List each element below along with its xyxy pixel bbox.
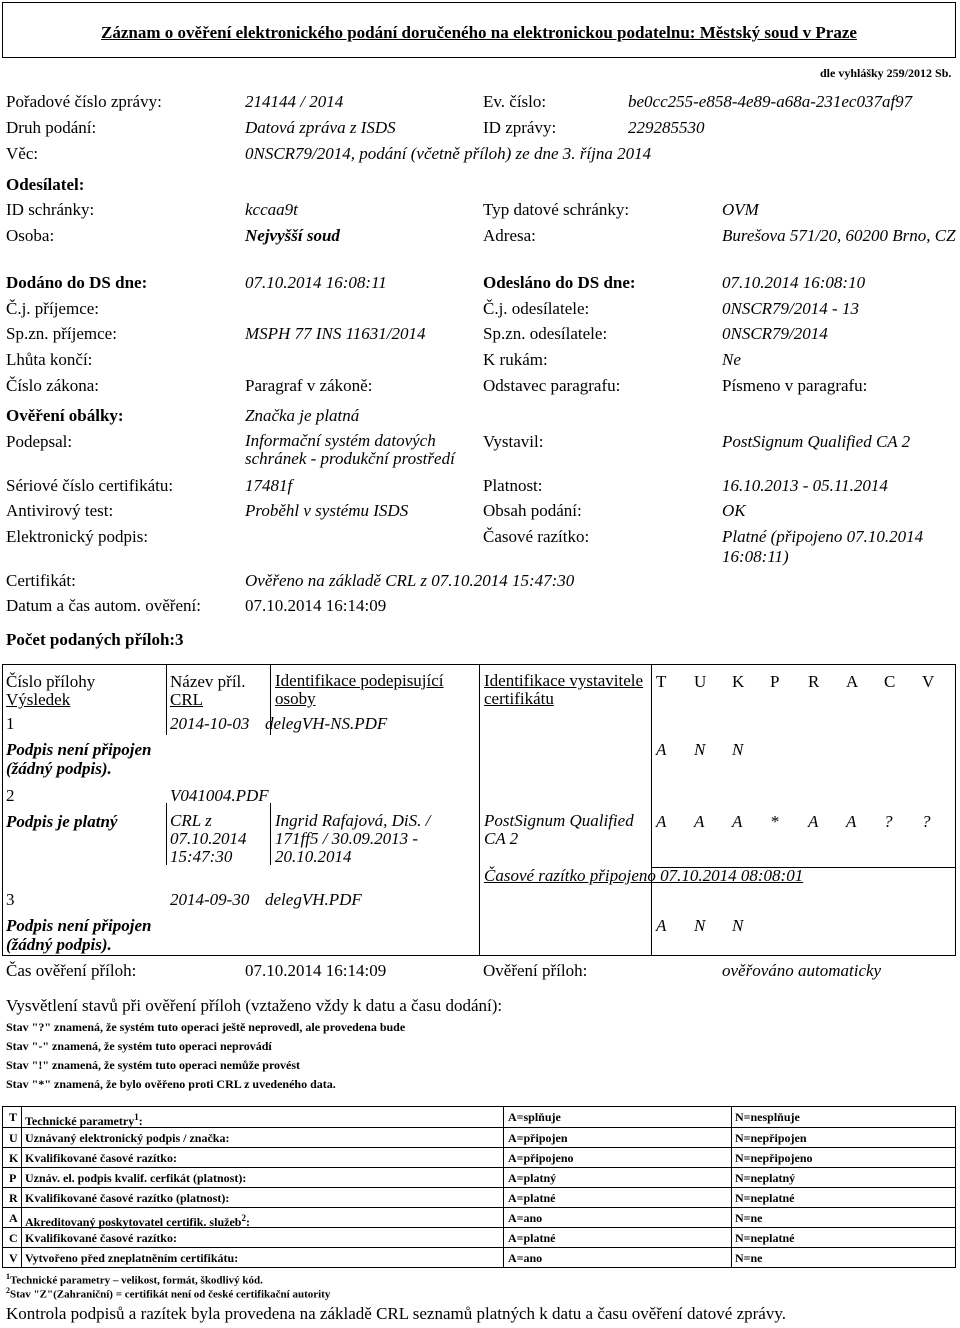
th-flag-v: V	[922, 672, 935, 691]
datum-value: 07.10.2014 16:14:09	[245, 596, 387, 615]
cj-odesilatele-value: 0NSCR79/2014 - 13	[722, 299, 859, 318]
att2-flag-u: A	[694, 812, 705, 831]
vystavil-label: Vystavil:	[483, 432, 544, 451]
att3-date: 2014-09-30	[170, 890, 250, 909]
th-flag-a: A	[846, 672, 859, 691]
osoba-value: Nejvyšší soud	[245, 226, 340, 245]
legend-row-u: U Uznávaný elektronický podpis / značka: A=připojen N=nepřipojen	[3, 1127, 955, 1148]
podepsal-value: Informační systém datových schránek - produkční prostředí	[245, 431, 455, 468]
idzpravy-label: ID zprávy:	[483, 118, 557, 137]
druh-value: Datová zpráva z ISDS	[245, 118, 396, 137]
explanation-heading: Vysvětlení stavů při ověření příloh (vztaženo vždy k datu a času dodání):	[6, 996, 503, 1015]
att2-result: Podpis je platný	[6, 812, 118, 831]
vec-label: Věc:	[6, 144, 39, 163]
document-subtitle: dle vyhlášky 259/2012 Sb.	[820, 66, 952, 80]
legend-row-a: A Akreditovaný poskytovatel certifik. služeb$^2$: A=ano N=ne	[3, 1207, 955, 1228]
att2-flag-p: *	[770, 812, 779, 831]
id-schranky-value: kccaa9t	[245, 200, 298, 219]
razitko-label: Časové razítko:	[483, 527, 590, 546]
zakon-label: Číslo zákona:	[6, 376, 100, 395]
dodano-label: Dodáno do DS dne:	[6, 273, 148, 292]
legend-row-t: T Technické parametry$^1$: A=splňuje N=nesplňuje	[9, 1110, 800, 1128]
adresa-label: Adresa:	[483, 226, 536, 245]
razitko-value: Platné (připojeno 07.10.2014 16:08:11)	[722, 527, 924, 566]
th-flag-c: C	[884, 672, 896, 691]
overeni-priloh-label: Ověření příloh:	[483, 961, 588, 980]
osoba-label: Osoba:	[6, 226, 55, 245]
th-ident-vyst: Identifikace vystavitele certifikátu	[484, 671, 644, 708]
att2-issuer: PostSignum Qualified CA 2	[484, 811, 634, 848]
att3-flag-u: N	[694, 916, 706, 935]
att1-flag-k: N	[732, 740, 744, 759]
att1-result: Podpis není připojen (žádný podpis).	[6, 740, 152, 778]
antivir-label: Antivirový test:	[6, 501, 114, 520]
legend-row-p: P Uznáv. el. podpis kvalif. cerfikát (platnost): A=platný N=neplatný	[3, 1167, 955, 1188]
odeslano-value: 07.10.2014 16:08:10	[722, 273, 866, 292]
explanation-line-1: Stav "?" znamená, že systém tuto operaci ještě neprovedl, ale provedena bude	[6, 1020, 406, 1034]
legend-row-c: C Kvalifikované časové razítko: A=platné N=neplatné	[3, 1227, 955, 1248]
datum-label: Datum a čas autom. ověření:	[6, 596, 201, 615]
att3-flag-t: A	[656, 916, 667, 935]
legend-row-k: K Kvalifikované časové razítko: A=připojeno N=nepřipojeno	[3, 1147, 955, 1168]
odeslano-label: Odesláno do DS dne:	[483, 273, 636, 292]
vystavil-value: PostSignum Qualified CA 2	[722, 432, 911, 451]
att3-result: Podpis není připojen (žádný podpis).	[6, 916, 152, 954]
platnost-value: 16.10.2013 - 05.11.2014	[722, 476, 888, 495]
cas-overeni-value: 07.10.2014 16:14:09	[245, 961, 387, 980]
att2-flag-k: A	[732, 812, 743, 831]
att3-name[interactable]: delegVH.PDF	[265, 890, 362, 909]
lhuta-label: Lhůta končí:	[6, 350, 93, 369]
spzn-prijemce-value: MSPH 77 INS 11631/2014	[245, 324, 426, 343]
odstavec-label: Odstavec paragrafu:	[483, 376, 621, 395]
att2-name[interactable]: V041004.PDF	[170, 786, 269, 805]
typ-value: OVM	[722, 200, 759, 219]
podepsal-label: Podepsal:	[6, 432, 73, 451]
pocet-priloh: Počet podaných příloh:3	[6, 630, 184, 649]
krukam-value: Ne	[722, 350, 741, 369]
druh-label: Druh podání:	[6, 118, 97, 137]
att1-num: 1	[6, 714, 15, 733]
ev-label: Ev. číslo:	[483, 92, 547, 111]
att1-name[interactable]: delegVH-NS.PDF	[265, 714, 388, 733]
odesilatel-heading: Odesílatel:	[6, 175, 85, 194]
krukam-label: K rukám:	[483, 350, 548, 369]
th-vysledek: Výsledek	[6, 690, 71, 709]
att2-signer: Ingrid Rafajová, DiS. / 171ff5 / 30.09.2013 - 20.10.2014	[275, 811, 431, 866]
att3-num: 3	[6, 890, 15, 909]
overeni-obalky-label: Ověření obálky:	[6, 406, 124, 425]
th-flag-p: P	[770, 672, 780, 691]
th-cislo: Číslo přílohy	[6, 672, 96, 691]
document-title: Záznam o ověření elektronického podání doručeného na elektronickou podatelnu: Městský soud v Praze	[101, 23, 857, 42]
cas-overeni-label: Čas ověření příloh:	[6, 961, 137, 980]
spzn-prijemce-label: Sp.zn. příjemce:	[6, 324, 117, 343]
att1-flag-t: A	[656, 740, 667, 759]
spzn-odesilatele-label: Sp.zn. odesílatele:	[483, 324, 608, 343]
ev-value: be0cc255-e858-4e89-a68a-231ec037af97	[628, 92, 913, 111]
certifikat-label: Certifikát:	[6, 571, 76, 590]
overeni-obalky-value: Značka je platná	[245, 406, 360, 425]
th-crl: CRL	[170, 690, 204, 709]
spzn-odesilatele-value: 0NSCR79/2014	[722, 324, 828, 343]
footnote-2: $^2$Stav "Z"(Zahraniční) = certifikát není od české certifikační autority	[6, 1286, 331, 1301]
att2-flag-a: A	[846, 812, 857, 831]
att2-timestamp: Časové razítko připojeno 07.10.2014 08:08:01	[484, 866, 804, 885]
explanation-line-3: Stav "!" znamená, že systém tuto operaci nemůže provést	[6, 1058, 301, 1072]
att3-flag-k: N	[732, 916, 744, 935]
id-schranky-label: ID schránky:	[6, 200, 95, 219]
th-flag-u: U	[694, 672, 707, 691]
attachments-table	[2, 664, 956, 956]
att2-crl: CRL z 07.10.2014 15:47:30	[170, 811, 247, 866]
legend-table	[2, 1106, 956, 1268]
legend-row-v: V Vytvořeno před zneplatněním certifikátu: A=ano N=ne	[3, 1247, 955, 1268]
obsah-value: OK	[722, 501, 746, 520]
antivir-value: Proběhl v systému ISDS	[245, 501, 409, 520]
seriove-label: Sériové číslo certifikátu:	[6, 476, 174, 495]
th-flag-r: R	[808, 672, 820, 691]
paragraf-label: Paragraf v zákoně:	[245, 376, 373, 395]
pismeno-label: Písmeno v paragrafu:	[722, 376, 868, 395]
idzpravy-value: 229285530	[628, 118, 705, 137]
poradove-value: 214144 / 2014	[245, 92, 344, 111]
obsah-label: Obsah podání:	[483, 501, 582, 520]
th-ident-podep: Identifikace podepisující osoby	[275, 671, 444, 708]
att2-flag-t: A	[656, 812, 667, 831]
att2-flag-v: ?	[922, 812, 931, 831]
explanation-line-4: Stav "*" znamená, že bylo ověřeno proti CRL z uvedeného data.	[6, 1077, 336, 1091]
vec-value: 0NSCR79/2014, podání (včetně příloh) ze dne 3. října 2014	[245, 144, 652, 163]
document-title-box	[2, 2, 956, 58]
adresa-value: Burešova 571/20, 60200 Brno, CZ	[722, 226, 956, 245]
typ-label: Typ datové schránky:	[483, 200, 630, 219]
att2-num: 2	[6, 786, 15, 805]
seriove-value: 17481f	[245, 476, 293, 495]
th-flag-k: K	[732, 672, 745, 691]
att1-date: 2014-10-03	[170, 714, 250, 733]
certifikat-value: Ověřeno na základě CRL z 07.10.2014 15:47:30	[245, 571, 575, 590]
footer-note: Kontrola podpisů a razítek byla provedena na základě CRL seznamů platných k datu a času ověření datové zprávy.	[6, 1304, 786, 1323]
platnost-label: Platnost:	[483, 476, 543, 495]
th-nazev: Název příl.	[170, 672, 246, 691]
att1-flag-u: N	[694, 740, 706, 759]
cj-odesilatele-label: Č.j. odesílatele:	[483, 299, 590, 318]
cj-prijemce-label: Č.j. příjemce:	[6, 299, 100, 318]
dodano-value: 07.10.2014 16:08:11	[245, 273, 387, 292]
overeni-priloh-value: ověřováno automaticky	[722, 961, 882, 980]
footnote-1: $^1$Technické parametry – velikost, formát, škodlivý kód.	[6, 1272, 263, 1287]
th-flag-t: T	[656, 672, 667, 691]
elpodpis-label: Elektronický podpis:	[6, 527, 149, 546]
legend-row-r: R Kvalifikované časové razítko (platnost): A=platné N=neplatné	[3, 1187, 955, 1208]
explanation-line-2: Stav "-" znamená, že systém tuto operaci neprovádí	[6, 1039, 272, 1053]
att2-flag-r: A	[808, 812, 819, 831]
poradove-label: Pořadové číslo zprávy:	[6, 92, 162, 111]
att2-flag-c: ?	[884, 812, 893, 831]
